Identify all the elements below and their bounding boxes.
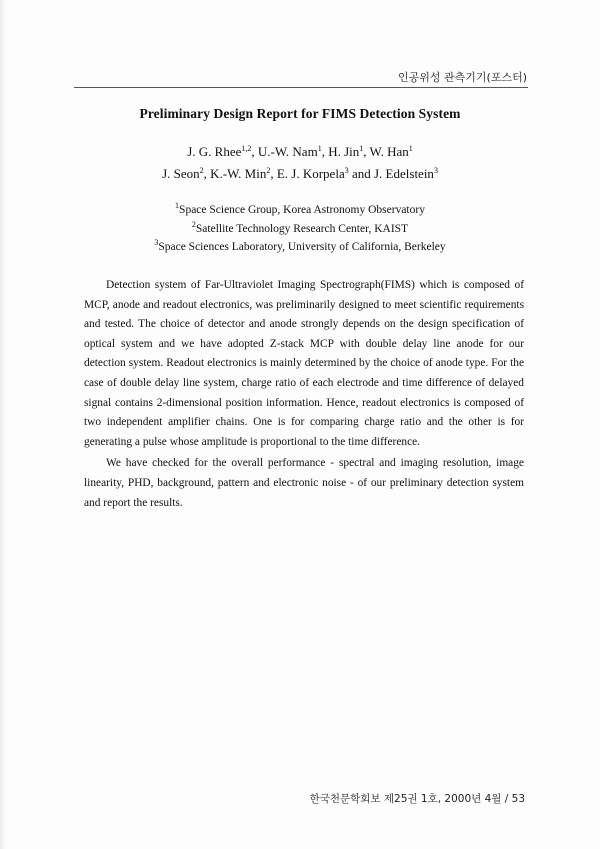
- author-name: H. Jin: [328, 144, 360, 159]
- author-line-1: [0, 141, 600, 163]
- author-separator: ,: [203, 166, 211, 181]
- author-name: J. Edelstein: [374, 166, 434, 181]
- author-name: W. Han: [369, 144, 409, 159]
- author-separator: ,: [321, 144, 329, 159]
- author-block: [0, 141, 600, 185]
- header-rule: [74, 87, 528, 88]
- author-line-2: [0, 163, 600, 185]
- author-separator: ,: [363, 144, 370, 159]
- affiliation-line: [0, 238, 600, 257]
- author-affiliation-mark: 1: [408, 144, 413, 153]
- author-name: U.-W. Nam: [257, 144, 318, 159]
- affiliation-line: [0, 201, 600, 220]
- abstract-paragraph: Detection system of Far-Ultraviolet Imaging Spectrograph(FIMS) which is composed of MCP, anode and readout electronics, was preliminarily designed to meet scientific requirements and tested. The choice of detector and anode strongly depends on the design specification of optical system and we have adopted Z-stack MCP with double delay line anode for our detection system. Readout electronics is mainly determined by the choice of anode type. For the case of double delay line system, charge ratio of each electrode and time difference of delayed signal contains 2-dimensional position information. Hence, readout electronics is composed of two independent amplifier chains. One is for comparing charge ratio and the other is for generating a pulse whose amplitude is proportional to the time difference.: [84, 279, 524, 448]
- author-affiliation-mark: 2: [266, 166, 271, 175]
- author-affiliation-mark: 3: [344, 166, 349, 175]
- author-affiliation-mark: 3: [433, 166, 438, 175]
- author-separator: ,: [270, 166, 277, 181]
- section-tag: 인공위성 관측기기(포스터): [398, 71, 527, 84]
- affiliation-text: Satellite Technology Research Center, KAIST: [195, 222, 409, 235]
- author-affiliation-mark: 2: [199, 166, 204, 175]
- author-affiliation-mark: 1,2: [241, 144, 252, 153]
- author-separator: ,: [251, 144, 258, 159]
- abstract-paragraph: We have checked for the overall performance - spectral and imaging resolution, image linearity, PHD, background, pattern and electronic noise - of our preliminary detection system and report the results.: [84, 457, 524, 509]
- affiliation-line: [0, 220, 600, 239]
- author-affiliation-mark: 1: [359, 144, 364, 153]
- affiliation-mark: 3: [154, 238, 159, 247]
- footer-citation: 한국천문학회보 제25권 1호, 2000년 4월 / 53: [309, 793, 525, 805]
- author-name: K.-W. Min: [210, 166, 267, 181]
- scan-edge-shadow: [0, 0, 6, 849]
- author-name: J. Seon: [162, 166, 200, 181]
- author-name: E. J. Korpela: [276, 166, 345, 181]
- paper-title: Preliminary Design Report for FIMS Detection System: [139, 106, 461, 121]
- affiliation-block: [0, 201, 600, 257]
- author-affiliation-mark: 1: [317, 144, 322, 153]
- affiliation-text: Space Sciences Laboratory, University of California, Berkeley: [158, 241, 446, 253]
- abstract: [84, 276, 524, 513]
- author-separator: and: [348, 166, 374, 181]
- affiliation-mark: 1: [175, 201, 180, 210]
- affiliation-text: Space Science Group, Korea Astronomy Observatory: [179, 204, 425, 216]
- affiliation-mark: 2: [191, 219, 196, 229]
- author-name: J. G. Rhee: [187, 144, 242, 159]
